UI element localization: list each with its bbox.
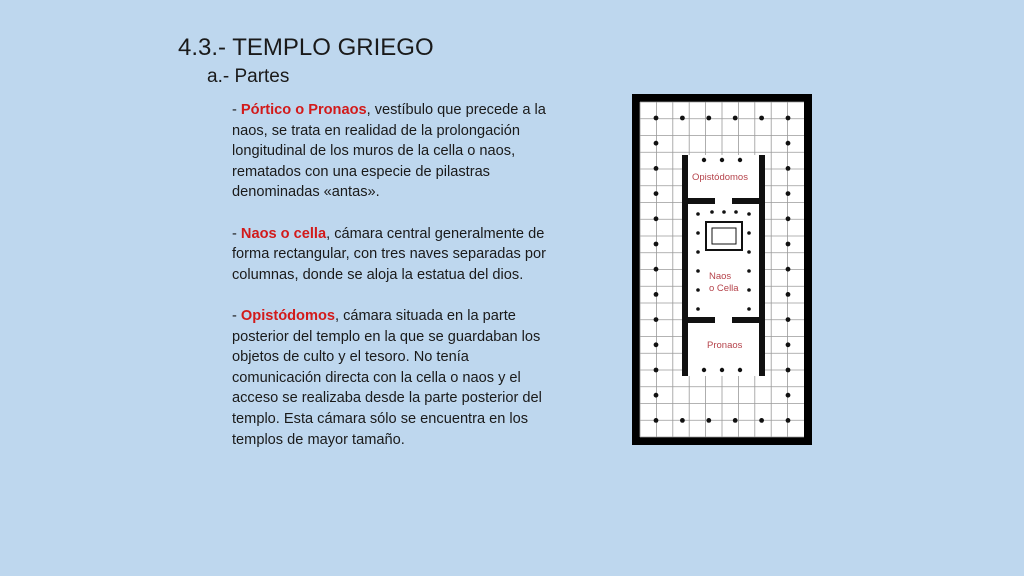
porch-column xyxy=(720,368,724,372)
peristyle-column xyxy=(786,368,791,373)
peristyle-column xyxy=(786,317,791,322)
porch-column xyxy=(738,158,742,162)
peristyle-column xyxy=(786,216,791,221)
peristyle-column xyxy=(654,267,659,272)
peristyle-column xyxy=(654,368,659,373)
inner-column xyxy=(747,212,751,216)
label-pronaos: Pronaos xyxy=(707,340,743,351)
peristyle-column xyxy=(680,418,685,423)
peristyle-column xyxy=(654,116,659,121)
term-pronaos: Pórtico o Pronaos xyxy=(240,102,367,118)
paragraph-body: , vestíbulo que precede a la naos, se trata en realidad de la prolongación longitudinal de los muros de la cella o naos, rematados con una especie de pilastras denominadas «antas». xyxy=(232,102,546,201)
peristyle-column xyxy=(654,418,659,423)
cella-right-wall xyxy=(759,155,765,376)
peristyle-column xyxy=(733,116,738,121)
slide-subtitle: a.- Partes xyxy=(207,66,290,87)
peristyle-column xyxy=(759,418,764,423)
cross-wall-door xyxy=(715,198,732,204)
peristyle-column xyxy=(786,267,791,272)
peristyle-column xyxy=(654,393,659,398)
statue-base xyxy=(706,222,742,250)
paragraph-body: , cámara central generalmente de forma rectangular, con tres naves separadas por columnas, donde se aloja la estatua del dios. xyxy=(232,225,546,283)
peristyle-column xyxy=(786,242,791,247)
peristyle-column xyxy=(654,166,659,171)
bullet-dash: - xyxy=(232,102,241,118)
inner-column xyxy=(747,269,751,273)
inner-column xyxy=(696,288,700,292)
peristyle-column xyxy=(680,116,685,121)
description-text xyxy=(232,100,552,471)
label-naos-line1: Naos xyxy=(709,271,732,282)
peristyle-column xyxy=(786,166,791,171)
peristyle-column xyxy=(706,418,711,423)
label-opistodomos: Opistódomos xyxy=(692,172,748,183)
inner-column xyxy=(696,307,700,311)
inner-column xyxy=(696,212,700,216)
inner-column xyxy=(696,269,700,273)
peristyle-column xyxy=(654,317,659,322)
cella-left-wall xyxy=(682,155,688,376)
peristyle-column xyxy=(786,116,791,121)
peristyle-column xyxy=(786,191,791,196)
peristyle-column xyxy=(759,116,764,121)
inner-column xyxy=(734,210,738,214)
porch-column xyxy=(720,158,724,162)
paragraph-naos xyxy=(232,224,552,286)
peristyle-column xyxy=(786,292,791,297)
peristyle-column xyxy=(786,418,791,423)
peristyle-column xyxy=(654,216,659,221)
peristyle-column xyxy=(654,292,659,297)
label-naos-line2: o Cella xyxy=(709,283,739,294)
term-naos: Naos o cella xyxy=(240,225,327,242)
inner-column xyxy=(747,307,751,311)
peristyle-column xyxy=(654,191,659,196)
slide-title: 4.3.- TEMPLO GRIEGO xyxy=(178,34,434,61)
peristyle-column xyxy=(786,342,791,347)
paragraph-opistodomos xyxy=(232,306,552,450)
bullet-dash: - xyxy=(232,307,241,324)
peristyle-column xyxy=(706,116,711,121)
temple-floor-plan xyxy=(632,94,812,445)
paragraph-pronaos xyxy=(232,100,552,203)
floor-plan-drawing xyxy=(632,94,812,445)
inner-column xyxy=(747,250,751,254)
inner-column xyxy=(696,231,700,235)
term-opistodomos: Opistódomos xyxy=(240,307,335,324)
inner-column xyxy=(747,288,751,292)
porch-column xyxy=(702,158,706,162)
peristyle-column xyxy=(733,418,738,423)
inner-column xyxy=(747,231,751,235)
peristyle-column xyxy=(654,342,659,347)
peristyle-column xyxy=(654,242,659,247)
inner-column xyxy=(710,210,714,214)
peristyle-column xyxy=(786,141,791,146)
inner-column xyxy=(722,210,726,214)
bullet-dash: - xyxy=(232,225,241,242)
inner-column xyxy=(696,250,700,254)
paragraph-body: , cámara situada en la parte posterior del templo en la que se guardaban los objetos de culto y el tesoro. No tenía comunicación directa con la cella o naos y el acceso se realizaba desde la parte posterior del templo. Esta cámara sólo se encuentra en los templos de mayor tamaño. xyxy=(232,307,542,448)
porch-column xyxy=(738,368,742,372)
cross-wall-door xyxy=(715,317,732,323)
porch-column xyxy=(702,368,706,372)
peristyle-column xyxy=(786,393,791,398)
peristyle-column xyxy=(654,141,659,146)
